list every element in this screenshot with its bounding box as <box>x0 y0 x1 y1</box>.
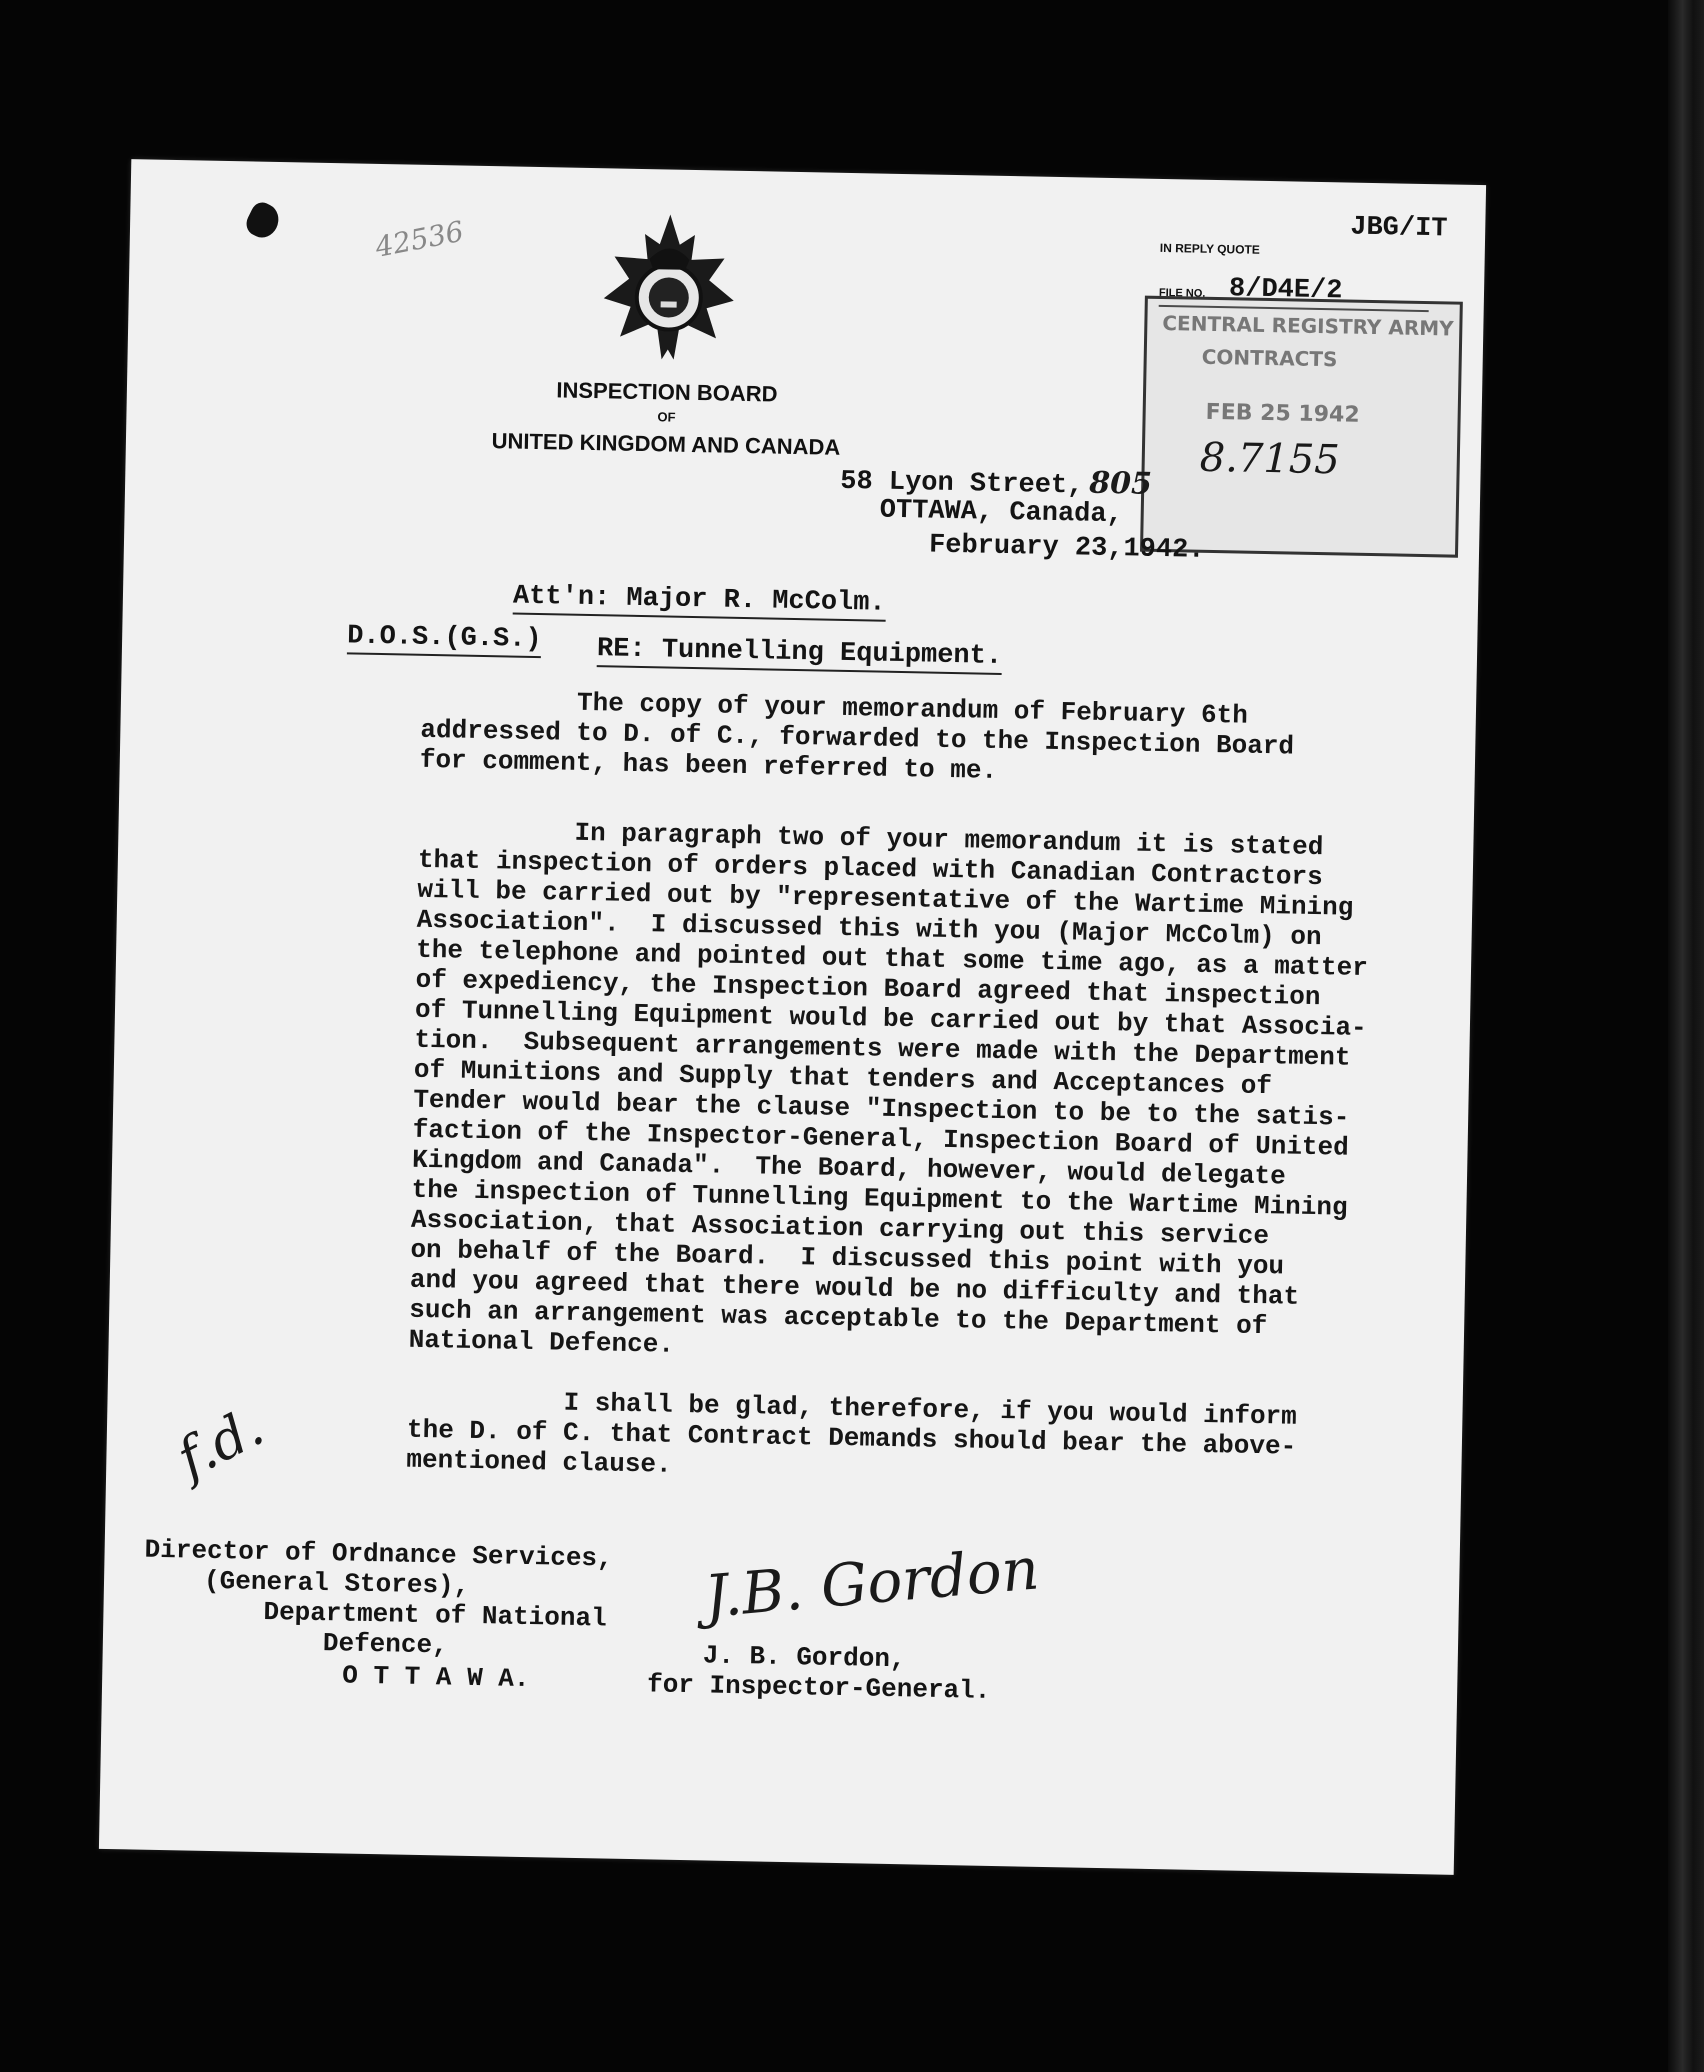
body-paragraph-3: I shall be glad, therefore, if you would inform the D. of C. that Contract Demands should bear the above- mentioned clause. <box>406 1384 1298 1480</box>
reference-initials: JBG/IT <box>1349 212 1448 245</box>
address-line1: 58 Lyon Street, 805 <box>839 465 1153 502</box>
recipient-line5: O T T A W A. <box>341 1660 530 1695</box>
letter-date: February 23,1942. <box>928 530 1205 566</box>
signatory-title: for Inspector-General. <box>646 1669 991 1706</box>
stamp-line1: CENTRAL REGISTRY ARMY <box>1162 310 1454 341</box>
handwritten-signature: J.B. Gordon <box>701 1534 1042 1631</box>
microfilm-edge <box>1668 0 1704 2072</box>
crest-logo <box>597 208 740 371</box>
registry-stamp <box>1140 296 1463 558</box>
stamp-line2: CONTRACTS <box>1201 344 1338 372</box>
addressee-short: D.O.S.(G.S.) <box>347 621 542 658</box>
address-line2: OTTAWA, Canada, <box>879 495 1124 531</box>
recipient-line1: Director of Ordnance Services, <box>144 1534 613 1574</box>
signatory-name: J. B. Gordon, <box>702 1640 906 1675</box>
stamp-file-number: 8.7155 <box>1199 434 1341 484</box>
recipient-line2: (General Stores), <box>203 1565 470 1601</box>
letterhead-line2: OF <box>657 409 676 425</box>
room-number-handwritten: 805 <box>1089 465 1153 502</box>
recipient-line3: Department of National <box>263 1596 607 1634</box>
stamp-date: FEB 25 1942 <box>1205 399 1360 428</box>
recipient-line4: Defence, <box>322 1628 448 1661</box>
subject-line: RE: Tunnelling Equipment. <box>597 634 1003 675</box>
margin-initials: f.d. <box>167 1394 274 1491</box>
file-label: FILE NO. <box>1158 286 1206 300</box>
body-paragraph-2: In paragraph two of your memorandum it is stated that inspection of orders placed with Canadian Contractors will be carried out by "representative of the Wartime Mining Association". I discussed this with you (Major McColm) on the telephone and pointed out that some time ago, as a matter of expediency, the Inspection Board agreed that inspection of Tunnelling Equipment would be carried out by that Associa- tion. Subsequent arrangements were made with the Department of Munitions and Supply that tenders and Acceptances of Tender would bear the clause "Inspection to be to the satis- faction of the Inspector-General, Inspection Board of United Kingdom and Canada". The Board, however, would delegate the inspection of Tunnelling Equipment to the Wartime Mining Association, that Association carrying out this service on behalf of the Board. I discussed this point with you and you agreed that there would be no difficulty and that such an arrangement was acceptable to the Department of National Defence. <box>408 814 1369 1360</box>
in-reply-label: IN REPLY QUOTE <box>1159 240 1260 257</box>
letter-page <box>99 159 1486 1875</box>
attention-line: Att'n: Major R. McColm. <box>513 582 886 622</box>
letterhead-line3: UNITED KINGDOM AND CANADA <box>491 428 841 460</box>
ink-blot <box>242 199 284 243</box>
letterhead-line1: INSPECTION BOARD <box>556 377 778 407</box>
body-paragraph-1: The copy of your memorandum of February 6th addressed to D. of C., forwarded to the Inspection Board for comment, has been referred to me. <box>419 684 1295 786</box>
margin-number: 42536 <box>372 214 467 264</box>
file-number: 8/D4E/2 <box>1228 274 1343 307</box>
